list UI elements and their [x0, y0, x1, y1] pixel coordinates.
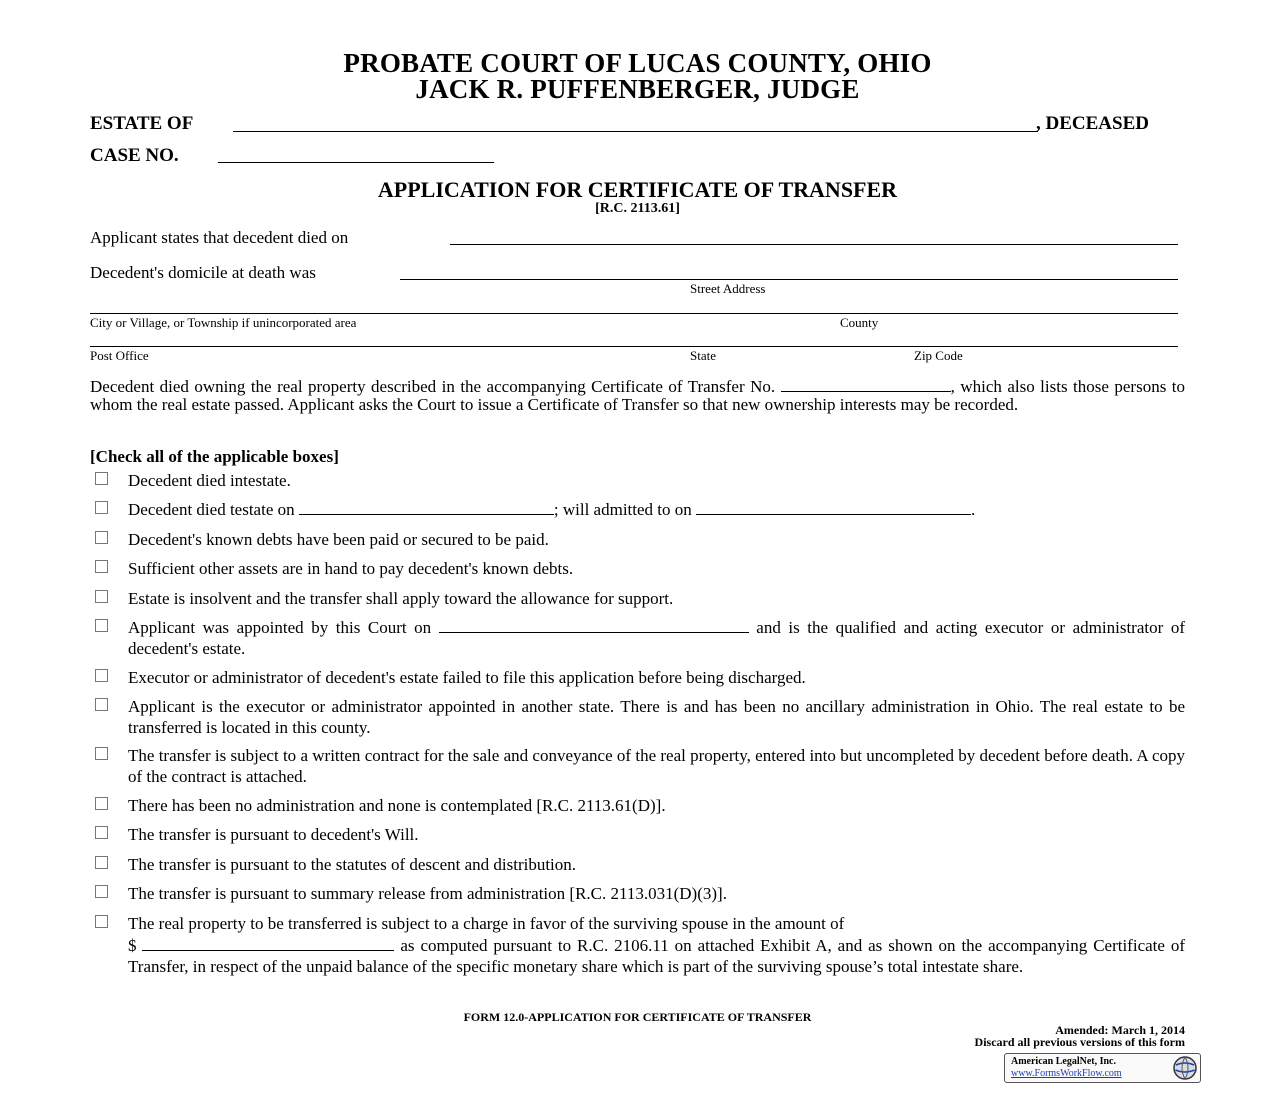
form-name-footer: FORM 12.0-APPLICATION FOR CERTIFICATE OF TRANSFER	[463, 1010, 812, 1024]
street-address-caption: Street Address	[690, 281, 766, 296]
checkbox-debts-paid[interactable]	[95, 531, 108, 544]
post-office-line[interactable]	[90, 346, 1178, 347]
checkbox-appointed[interactable]	[95, 619, 108, 632]
surviving-spouse-text: as computed pursuant to R.C. 2106.11 on attached Exhibit A, and as shown on the accompanying Certificate of Transfer, in respect of the unpaid balance of the specific monetary share which is part of the surviving spouse’s total intestate share.	[128, 936, 1186, 976]
checkbox-descent-distribution[interactable]	[95, 856, 108, 869]
item-no-administration: There has been no administration and none is contemplated [R.C. 2113.61(D)].	[128, 796, 666, 815]
death-date-line[interactable]	[450, 244, 1178, 245]
post-office-caption: Post Office	[90, 348, 149, 363]
checkbox-sufficient-assets[interactable]	[95, 560, 108, 573]
appointed-rest: and is the qualified and acting executor or administrator of decedent's estate.	[128, 618, 1185, 658]
checkbox-intestate[interactable]	[95, 472, 108, 485]
dollar-sign: $	[128, 936, 137, 955]
check-heading: [Check all of the applicable boxes]	[90, 447, 339, 466]
testate-text: Decedent died testate on	[128, 500, 295, 519]
will-admitted-date-line[interactable]	[696, 500, 971, 515]
checkbox-summary-release[interactable]	[95, 885, 108, 898]
city-village-caption: City or Village, or Township if unincorporated area	[90, 315, 357, 330]
item-appointed	[128, 617, 1185, 659]
item-summary-release: The transfer is pursuant to summary release from administration [R.C. 2113.031(D)(3)].	[128, 884, 727, 903]
checkbox-surviving-spouse[interactable]	[95, 915, 108, 928]
domicile-label: Decedent's domicile at death was	[90, 263, 316, 282]
certificate-number-line[interactable]	[781, 377, 951, 392]
item-pursuant-will: The transfer is pursuant to decedent's Will.	[128, 825, 419, 844]
item-descent-distribution: The transfer is pursuant to the statutes of descent and distribution.	[128, 855, 577, 874]
form-title: APPLICATION FOR CERTIFICATE OF TRANSFER	[377, 177, 898, 202]
item-failed-to-file: Executor or administrator of decedent's estate failed to file this application before being discharged.	[128, 668, 806, 687]
checkbox-other-state[interactable]	[95, 698, 108, 711]
appointed-date-line[interactable]	[439, 618, 749, 633]
judge-name: JACK R. PUFFENBERGER, JUDGE	[415, 74, 860, 104]
court-name: PROBATE COURT OF LUCAS COUNTY, OHIO	[343, 48, 932, 78]
checkbox-pursuant-will[interactable]	[95, 826, 108, 839]
deceased-label: , DECEASED	[1036, 113, 1149, 134]
estate-label: ESTATE OF	[90, 113, 194, 134]
item-surviving-spouse-rest	[128, 935, 1185, 977]
item-testate: Decedent died testate on ; will admitted to on .	[128, 500, 976, 519]
intro-text: Decedent died owning the real property described in the accompanying Certificate of Transfer No.	[90, 377, 776, 396]
item-insolvent: Estate is insolvent and the transfer shall apply toward the allowance for support.	[128, 589, 674, 608]
spouse-amount-line[interactable]	[142, 936, 394, 951]
will-admitted-text: ; will admitted to on	[553, 500, 692, 519]
checkbox-written-contract[interactable]	[95, 747, 108, 760]
amended-date: Amended: March 1, 2014	[1055, 1023, 1185, 1037]
item-sufficient-assets: Sufficient other assets are in hand to pay decedent's known debts.	[128, 559, 574, 578]
city-county-line[interactable]	[90, 313, 1178, 314]
item-intestate: Decedent died intestate.	[128, 471, 291, 490]
logo-url[interactable]: www.FormsWorkFlow.com	[1011, 1068, 1122, 1079]
zip-code-caption: Zip Code	[914, 348, 963, 363]
item-written-contract: The transfer is subject to a written contract for the sale and conveyance of the real property, entered into but uncompleted by decedent before death. A copy of the contract is attached.	[128, 746, 1185, 786]
item-debts-paid: Decedent's known debts have been paid or secured to be paid.	[128, 530, 549, 549]
checkbox-insolvent[interactable]	[95, 590, 108, 603]
county-caption: County	[840, 315, 879, 330]
intro-paragraph: Decedent died owning the real property described in the accompanying Certificate of Transfer No. , which also lists those persons to whom the real estate passed. Applicant asks the Court to issue a Certificate of Transfer so that new ownership interests may be recorded.	[90, 377, 1186, 414]
checkbox-testate[interactable]	[95, 501, 108, 514]
died-on-label: Applicant states that decedent died on	[90, 228, 349, 247]
checkbox-no-administration[interactable]	[95, 797, 108, 810]
street-address-line[interactable]	[400, 279, 1178, 280]
american-legalnet-logo[interactable]	[1004, 1053, 1201, 1083]
intro-rest: which also lists those persons to whom the real estate passed. Applicant asks the Court to issue a Certificate of Transfer so that new ownership interests may be recorded.	[90, 377, 1186, 414]
globe-icon	[1172, 1055, 1198, 1081]
logo-company: American LegalNet, Inc.	[1011, 1056, 1116, 1067]
case-no-label: CASE NO.	[90, 145, 179, 166]
state-caption: State	[690, 348, 716, 363]
appointed-text: Applicant was appointed by this Court on	[128, 618, 432, 637]
case-no-line[interactable]	[218, 162, 494, 163]
form-citation: [R.C. 2113.61]	[595, 201, 680, 216]
discard-notice: Discard all previous versions of this form	[974, 1035, 1185, 1049]
item-surviving-spouse-line1: The real property to be transferred is subject to a charge in favor of the surviving spouse in the amount of	[128, 914, 845, 933]
estate-name-line[interactable]	[233, 131, 1038, 132]
checkbox-failed-to-file[interactable]	[95, 669, 108, 682]
item-other-state: Applicant is the executor or administrator appointed in another state. There is and has been no ancillary administration in Ohio. The real estate to be transferred is located in this county.	[128, 697, 1185, 737]
testate-date-line[interactable]	[299, 500, 554, 515]
